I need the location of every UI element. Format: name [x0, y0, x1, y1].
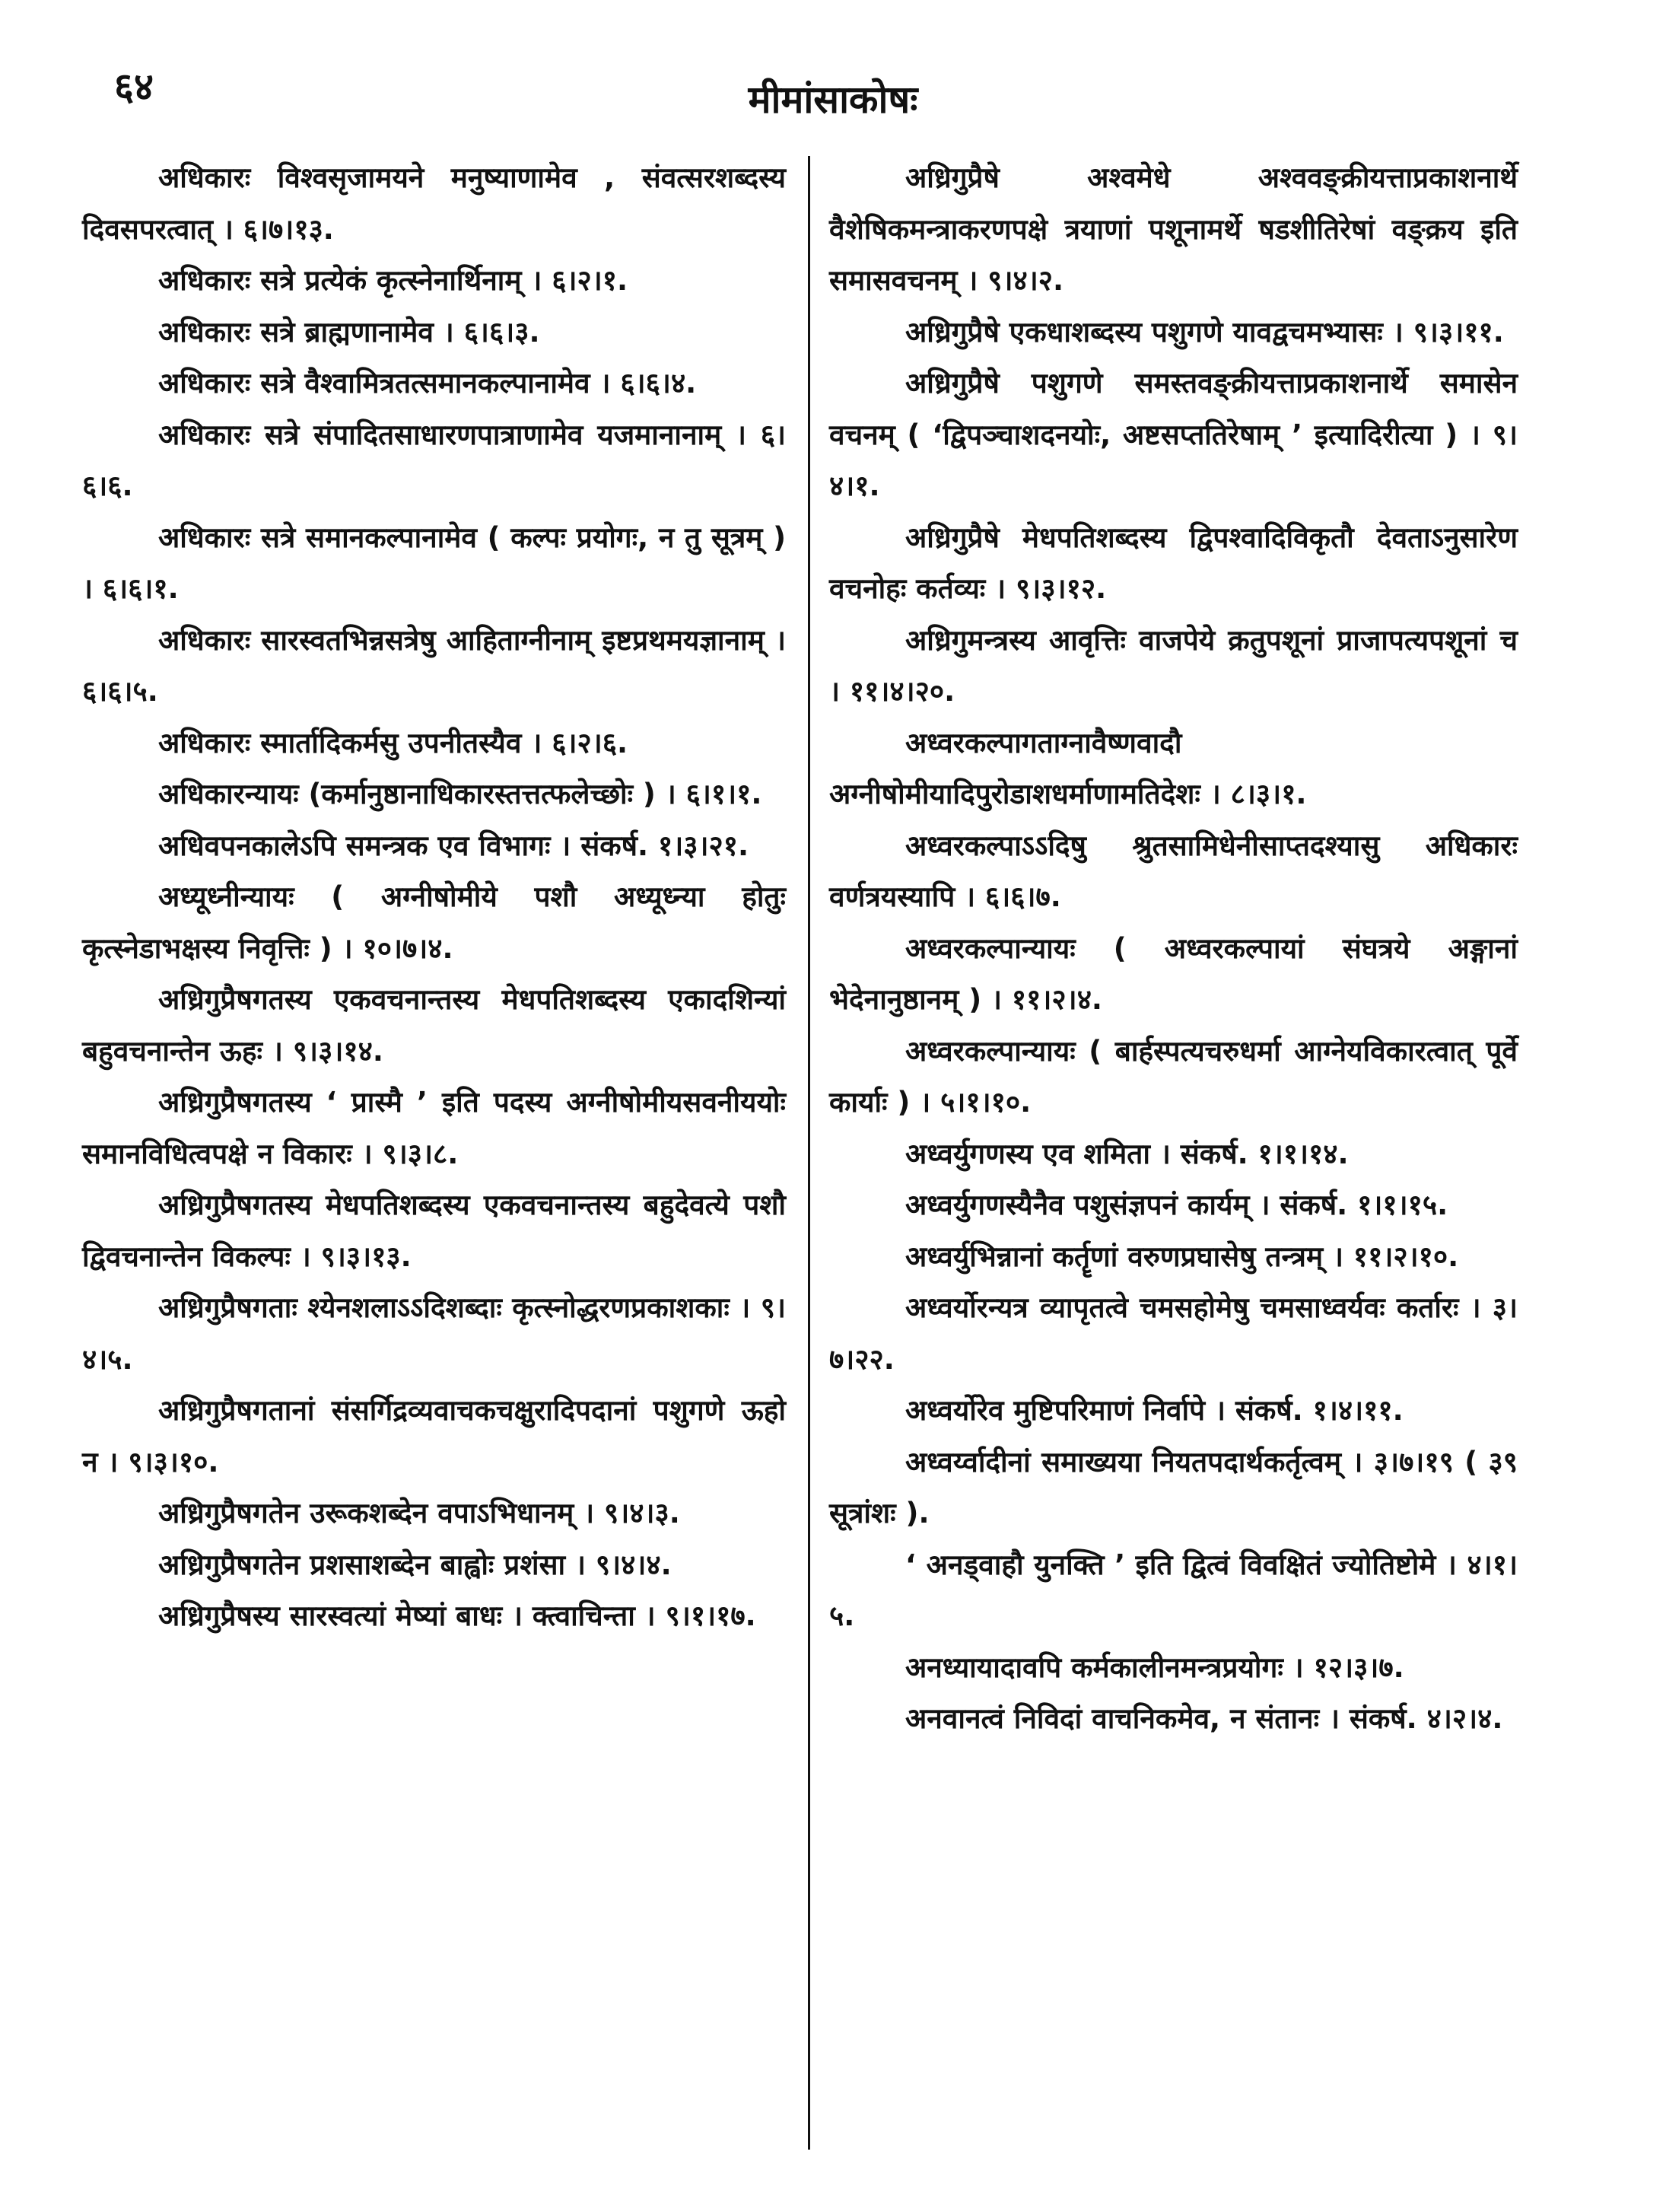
left-column	[82, 152, 786, 1642]
dictionary-entry: अधिकारः सत्रे वैश्वामित्रतत्समानकल्पानामेव । ६।६।४.	[158, 367, 697, 399]
dictionary-entry: अध्वर्युगणस्यैनैव पशुसंज्ञपनं कार्यम् । संकर्ष. १।१।१५.	[905, 1189, 1448, 1221]
right-column	[829, 152, 1518, 1745]
page-title: मीमांसाकोषः	[748, 78, 918, 122]
dictionary-entry: अध्रिगुप्रैषगतस्य मेधपतिशब्दस्य एकवचनान्तस्य बहुदेवत्ये पशौ द्विवचनान्तेन विकल्पः । ९।३।१३.	[82, 1189, 786, 1273]
dictionary-entry: अधिकारः सत्रे संपादितसाधारणपात्राणामेव यजमानानाम् । ६।६।६.	[82, 418, 786, 502]
dictionary-entry: अध्वरकल्पान्यायः ( बार्हस्पत्यचरुधर्मा आग्नेयविकारत्वात् पूर्वे कार्याः ) । ५।१।१०.	[829, 1034, 1518, 1119]
dictionary-entry: अध्यूध्नीन्यायः ( अग्नीषोमीये पशौ अध्यूध्न्या होतुः कृत्स्नेडाभक्षस्य निवृत्तिः ) । १०।७।४.	[82, 880, 786, 965]
dictionary-entry: अधिकारन्यायः (कर्मानुष्ठानाधिकारस्तत्तत्फलेच्छोः ) । ६।१।१.	[158, 778, 762, 810]
dictionary-entry: अध्रिगुमन्त्रस्य आवृत्तिः वाजपेये क्रतुपशूनां प्राजापत्यपशूनां च । ११।४।२०.	[829, 623, 1518, 708]
dictionary-entry: अध्रिगुप्रैषगतस्य ‘ प्रास्मै ’ इति पदस्य अग्नीषोमीयसवनीययोः समानविधित्वपक्षे न विकारः । ९।३।८.	[82, 1086, 786, 1170]
dictionary-entry: अध्वर्य्वादीनां समाख्यया नियतपदार्थकर्तृत्वम् । ३।७।१९ ( ३९ सूत्रांशः ).	[829, 1445, 1518, 1529]
dictionary-entry: अध्वर्योरन्यत्र व्यापृतत्वे चमसहोमेषु चमसाध्वर्यवः कर्तारः । ३।७।२२.	[829, 1291, 1518, 1376]
dictionary-entry: अधिकारः स्मार्तादिकर्मसु उपनीतस्यैव । ६।२।६.	[158, 726, 628, 759]
page-number: ६४	[114, 65, 154, 109]
dictionary-entry: अध्रिगुप्रैषे एकधाशब्दस्य पशुगणे यावद्वचमभ्यासः । ९।३।११.	[905, 315, 1504, 349]
column-divider	[808, 156, 810, 2150]
dictionary-entry: अध्वर्योरेव मुष्टिपरिमाणं निर्वापे । संकर्ष. १।४।११.	[905, 1394, 1404, 1427]
dictionary-entry: अध्रिगुप्रैषगतानां संसर्गिद्रव्यवाचकचक्षुरादिपदानां पशुगणे ऊहो न । ९।३।१०.	[82, 1394, 786, 1478]
dictionary-entry: अधिकारः सत्रे प्रत्येकं कृत्स्नेनार्थिनाम् । ६।२।१.	[158, 264, 628, 297]
dictionary-entry: अधिकारः सारस्वतभिन्नसत्रेषु आहिताग्नीनाम् इष्टप्रथमयज्ञानाम् । ६।६।५.	[82, 623, 786, 708]
dictionary-entry: अध्रिगुप्रैषगतेन उरूकशब्देन वपाऽभिधानम् । ९।४।३.	[158, 1497, 680, 1529]
dictionary-entry: अध्वर्युगणस्य एव शमिता । संकर्ष. १।१।१४.	[905, 1137, 1349, 1170]
dictionary-entry: अधिकारः विश्वसृजामयने मनुष्याणामेव , संवत्सरशब्दस्य दिवसपरत्वात् । ६।७।१३.	[82, 161, 786, 246]
dictionary-entry: अध्रिगुप्रैषगतस्य एकवचनान्तस्य मेधपतिशब्दस्य एकादशिन्यां बहुवचनान्तेन ऊहः । ९।३।१४.	[82, 983, 786, 1068]
dictionary-entry: अध्रिगुप्रैषगताः श्येनशलाऽऽदिशब्दाः कृत्स्नोद्धरणप्रकाशकाः । ९।४।५.	[82, 1291, 786, 1376]
dictionary-entry: अध्वरकल्पागताग्नावैष्णवादौ अग्नीषोमीयादिपुरोडाशधर्माणामतिदेशः । ८।३।१.	[829, 726, 1307, 810]
dictionary-entry: अध्वरकल्पाऽऽदिषु श्रुतसामिधेनीसाप्तदश्यासु अधिकारः वर्णत्रयस्यापि । ६।६।७.	[829, 829, 1518, 913]
dictionary-entry: ‘ अनड्वाहौ युनक्ति ’ इति द्वित्वं विवक्षितं ज्योतिष्टोमे । ४।१।५.	[829, 1548, 1518, 1632]
dictionary-entry: अनवानत्वं निविदां वाचनिकमेव, न संतानः । संकर्ष. ४।२।४.	[905, 1702, 1503, 1735]
dictionary-entry: अधिकारः सत्रे समानकल्पानामेव ( कल्पः प्रयोगः, न तु सूत्रम् ) । ६।६।१.	[82, 520, 786, 605]
dictionary-entry: अनध्यायादावपि कर्मकालीनमन्त्रप्रयोगः । १२।३।७.	[905, 1650, 1404, 1684]
dictionary-entry: अध्रिगुप्रैषे मेधपतिशब्दस्य द्विपश्वादिविकृतौ देवताऽनुसारेण वचनोहः कर्तव्यः । ९।३।१२.	[829, 520, 1518, 605]
dictionary-entry: अध्रिगुप्रैषगतेन प्रशसाशब्देन बाह्वोः प्रशंसा । ९।४।४.	[158, 1548, 672, 1581]
dictionary-entry: अध्वरकल्पान्यायः ( अध्वरकल्पायां संघत्रये अङ्गानां भेदेनानुष्ठानम् ) । ११।२।४.	[829, 931, 1518, 1016]
dictionary-entry: अधिकारः सत्रे ब्राह्मणानामेव । ६।६।३.	[158, 315, 540, 349]
dictionary-entry: अधिवपनकालेऽपि समन्त्रक एव विभागः । संकर्ष. १।३।२१.	[158, 829, 749, 862]
dictionary-entry: अध्रिगुप्रैषे अश्वमेधे अश्ववङ्क्रीयत्ताप्रकाशनार्थे वैशेषिकमन्त्राकरणपक्षे त्रयाणां पशूनामर्थे षडशीतिरेषां वङ्क्रय इति समासवचनम् । ९।४।२.	[829, 161, 1518, 297]
dictionary-entry: अध्रिगुप्रैषे पशुगणे समस्तवङ्क्रीयत्ताप्रकाशनार्थे समासेन वचनम् ( ‘द्विपञ्चाशदनयोः, अष्टसप्ततिरेषाम् ’ इत्यादिरीत्या ) । ९।४।१.	[829, 367, 1518, 502]
dictionary-entry: अध्रिगुप्रैषस्य सारस्वत्यां मेष्यां बाधः । क्त्वाचिन्ता । ९।१।१७.	[158, 1599, 756, 1632]
dictionary-entry: अध्वर्युभिन्नानां कर्तॄणां वरुणप्रघासेषु तन्त्रम् । ११।२।१०.	[905, 1240, 1459, 1273]
